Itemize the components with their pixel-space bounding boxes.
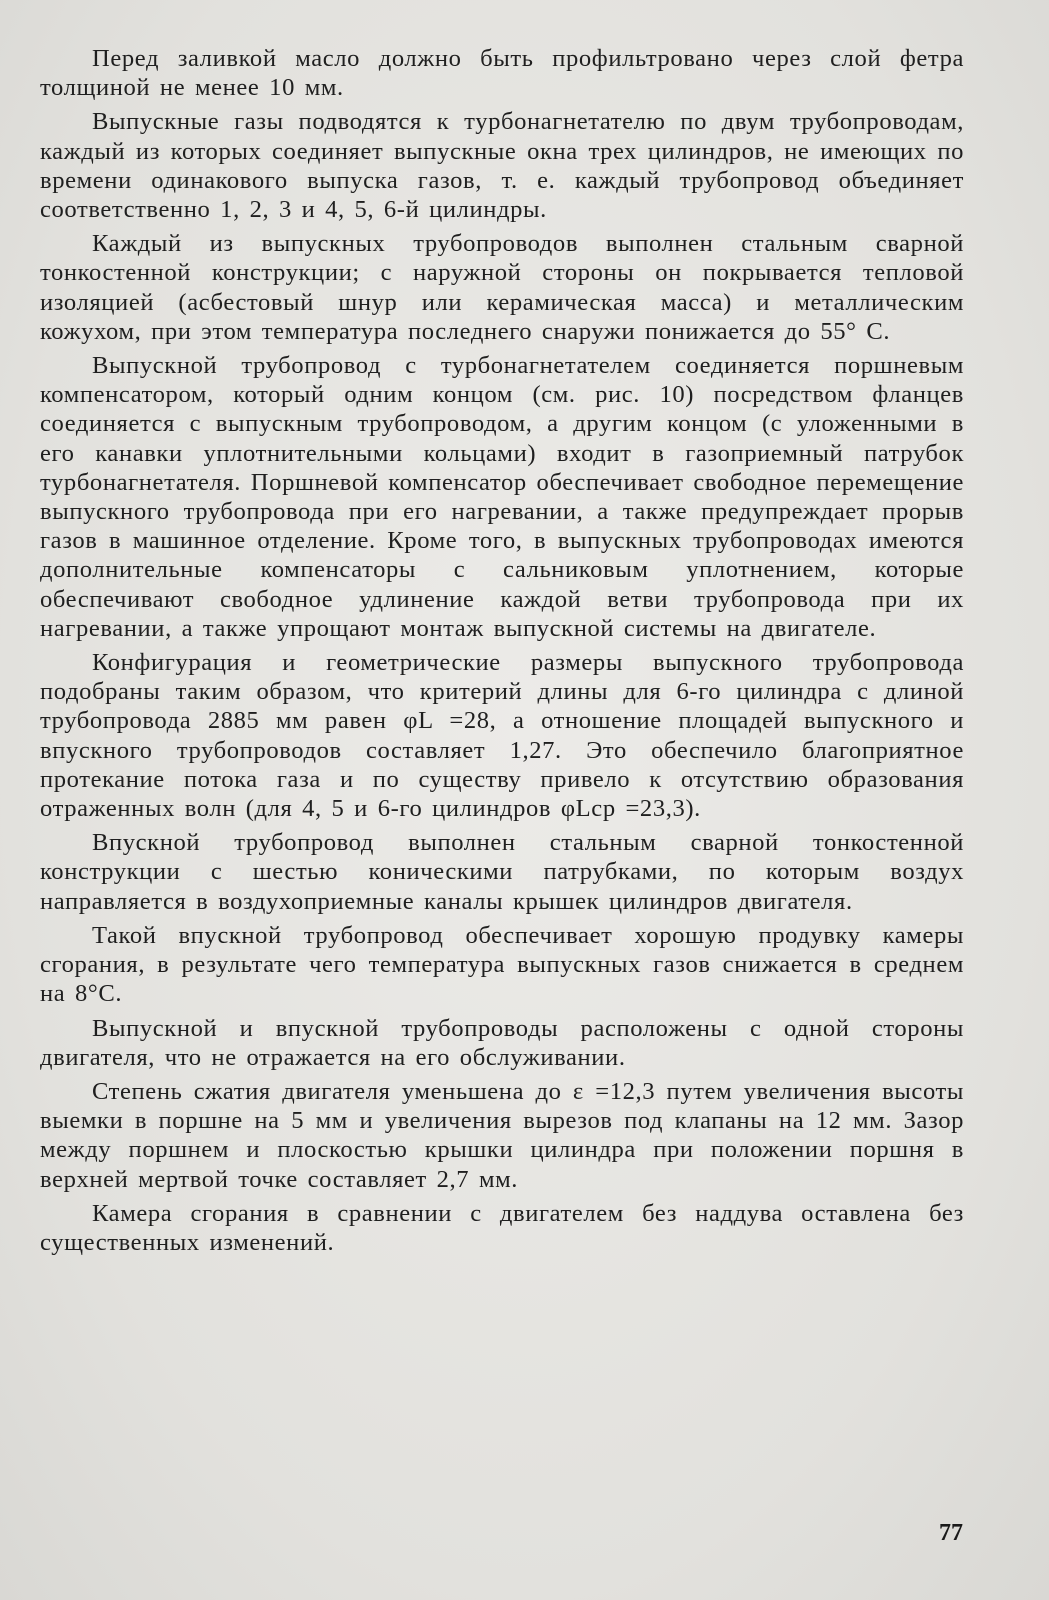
paragraph-7: Такой впускной трубопровод обеспечивает хорошую продувку камеры сгорания, в результате чего температура выпускных газов снижается в среднем на 8°С. — [40, 921, 964, 1008]
page-number: 77 — [939, 1520, 963, 1546]
paragraph-4: Выпускной трубопровод с турбонагнетателем соединяется поршневым компенсатором, который одним концом (см. рис. 10) посредством фланцев соединяется с выпускным трубопроводом, а другим концом (с уложенными в его канавки уплотнительными кольцами) входит в газоприемный патрубок турбонагнетателя. Поршневой компенсатор обеспечивает свободное перемещение выпускного трубопровода при его нагревании, а также предупреждает прорыв газов в машинное отделение. Кроме того, в выпускных трубопроводах имеются дополнительные компенсаторы с сальниковым уплотнением, которые обеспечивают свободное удлинение каждой ветви трубопровода при их нагревании, а также упрощают монтаж выпускной системы на двигателе. — [40, 352, 964, 642]
paragraph-2: Выпускные газы подводятся к турбонагнетателю по двум трубопроводам, каждый из которых соединяет выпускные окна трех цилиндров, не имеющих по времени одинакового выпуска газов, т. е. каждый трубопровод объединяет соответственно 1, 2, 3 и 4, 5, 6-й цилиндры. — [40, 108, 964, 224]
paragraph-10: Камера сгорания в сравнении с двигателем без наддува оставлена без существенных изменений. — [40, 1199, 964, 1256]
paragraph-9: Степень сжатия двигателя уменьшена до ε =12,3 путем увеличения высоты выемки в поршне на 5 мм и увеличения вырезов под клапаны на 12 мм. Зазор между поршнем и плоскостью крышки цилиндра при положении поршня в верхней мертвой точке составляет 2,7 мм. — [40, 1077, 964, 1193]
paragraph-6: Впускной трубопровод выполнен стальным сварной тонкостенной конструкции с шестью коническими патрубками, по которым воздух направляется в воздухоприемные каналы крышек цилиндров двигателя. — [40, 829, 964, 915]
paragraph-1: Перед заливкой масло должно быть профильтровано через слой фетра толщиной не менее 10 мм. — [40, 45, 964, 102]
paragraph-3: Каждый из выпускных трубопроводов выполнен стальным сварной тонкостенной конструкции; с наружной стороны он покрывается тепловой изоляцией (асбестовый шнур или керамическая масса) и металлическим кожухом, при этом температура последнего снаружи понижается до 55° С. — [40, 230, 964, 345]
paragraph-8: Выпускной и впускной трубопроводы расположены с одной стороны двигателя, что не отражается на его обслуживании. — [40, 1014, 964, 1071]
paragraph-5: Конфигурация и геометрические размеры выпускного трубопровода подобраны таким образом, что критерий длины для 6-го цилиндра с длиной трубопровода 2885 мм равен φL =28, а отношение площадей выпускного и впускного трубопроводов составляет 1,27. Это обеспечило благоприятное протекание потока газа и по существу привело к отсутствию образования отраженных волн (для 4, 5 и 6-го цилиндров φLср =23,3). — [40, 649, 964, 823]
body-text — [40, 44, 964, 1257]
